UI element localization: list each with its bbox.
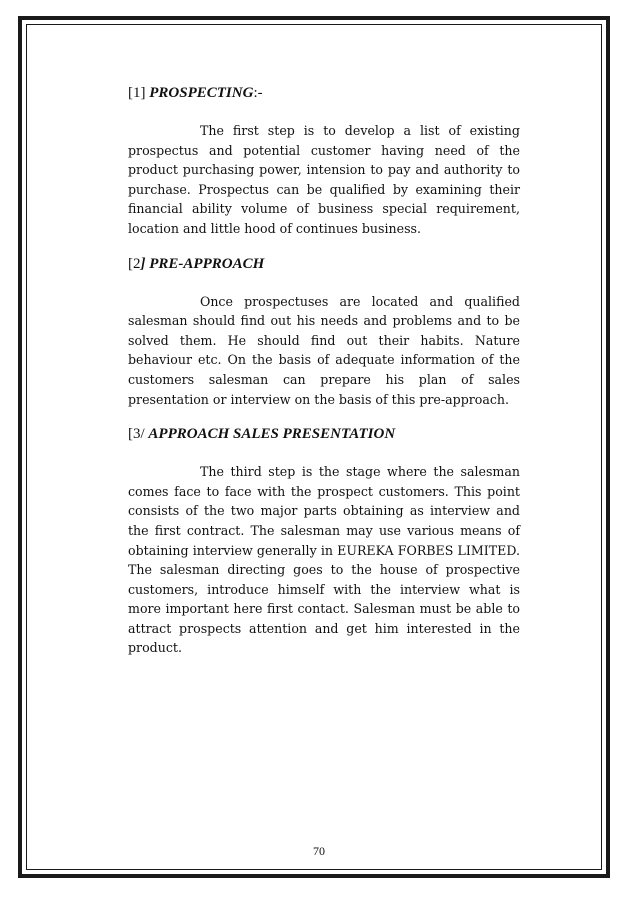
section-heading-prospecting xyxy=(128,83,520,104)
page-number: 70 xyxy=(313,844,325,858)
section-number: [3/ xyxy=(128,426,149,443)
section-body-approach-sales-presentation: The third step is the stage where the salesman comes face to face with the prospect customers. This point consists of the two major parts obtaining as interview and the first contract. The salesman may use various means of obtaining interview generally in EUREKA FORBES LIMITED. The salesman directing goes to the house of prospective customers, introduce himself with the interview what is more important here first contact. Salesman must be able to attract prospects attention and get him interested in the product. xyxy=(128,464,520,656)
section-number: [2 xyxy=(128,255,141,272)
section-title-suffix: :- xyxy=(253,85,263,101)
section-number: [1] xyxy=(128,85,150,101)
page-content xyxy=(128,83,520,673)
section-heading-pre-approach xyxy=(128,254,520,275)
section-title: PROSPECTING xyxy=(149,85,254,101)
section-body-pre-approach: Once prospectuses are located and qualified salesman should find out his needs and problems and to be solved them. He should find out their habits. Nature behaviour etc. On the basis of adequate information of the customers salesman can prepare his plan of sales presentation or interview on the basis of this pre-approach. xyxy=(128,293,520,407)
section-title: ] PRE-APPROACH xyxy=(140,255,265,272)
section-body-prospecting: The first step is to develop a list of existing prospectus and potential customer having need of the product purchasing power, intension to pay and authority to purchase. Prospectus can be qualified by examining their financial ability volume of business special requirement, location and little hood of continues business. xyxy=(128,123,520,236)
section-heading-approach-sales-presentation xyxy=(128,424,520,445)
section-title: APPROACH SALES PRESENTATION xyxy=(148,426,396,443)
